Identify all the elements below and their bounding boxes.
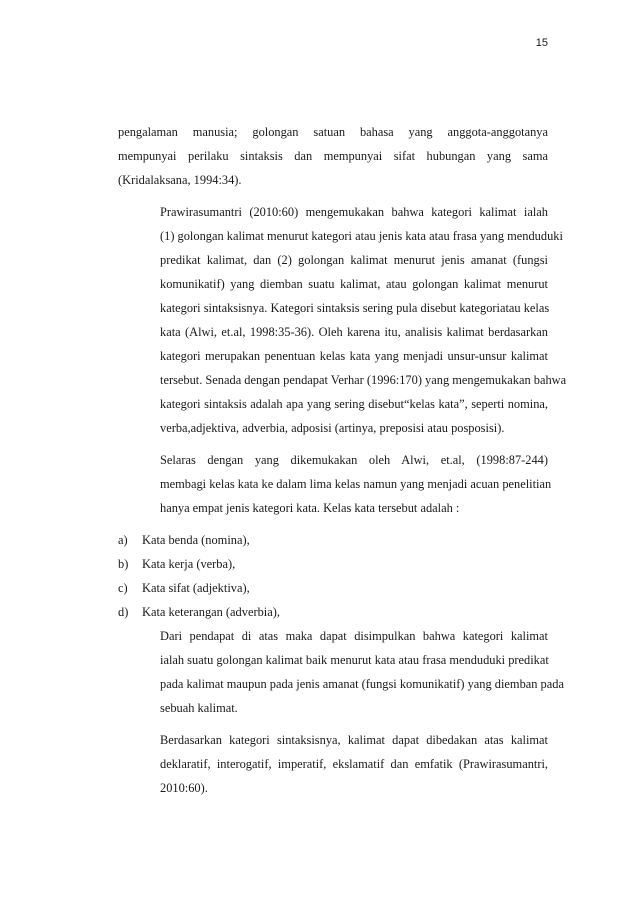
list-item bbox=[118, 552, 548, 576]
list-marker: b) bbox=[118, 557, 129, 571]
text-line: (Kridalaksana, 1994:34). bbox=[118, 173, 242, 187]
text-line: 2010:60). bbox=[160, 781, 208, 795]
word-class-list bbox=[118, 528, 548, 624]
text-line: Prawirasumantri (2010:60) mengemukakan bahwa kategori kalimat ialah bbox=[160, 205, 548, 219]
text-line: tersebut. Senada dengan pendapat Verhar (1996:170) yang mengemukakan bahwa bbox=[160, 373, 567, 387]
text-line: Dari pendapat di atas maka dapat disimpulkan bahwa kategori kalimat bbox=[160, 629, 548, 643]
list-marker: c) bbox=[118, 581, 128, 595]
list-marker: a) bbox=[118, 533, 128, 547]
text-line: kategori merupakan penentuan kelas kata yang menjadi unsur-unsur kalimat bbox=[160, 349, 548, 363]
list-item-text: Kata keterangan (adverbia), bbox=[142, 605, 280, 619]
text-line: kategori sintaksisnya. Kategori sintaksis sering pula disebut kategoriatau kelas bbox=[160, 301, 550, 315]
text-line: deklaratif, interogatif, imperatif, ekslamatif dan emfatik (Prawirasumantri, bbox=[160, 757, 548, 771]
text-line: pengalaman manusia; golongan satuan bahasa yang anggota-anggotanya bbox=[118, 125, 548, 139]
text-line: pada kalimat maupun pada jenis amanat (fungsi komunikatif) yang diemban pada bbox=[160, 677, 564, 691]
text-line: predikat kalimat, dan (2) golongan kalimat menurut jenis amanat (fungsi bbox=[160, 253, 548, 267]
text-line: hanya empat jenis kategori kata. Kelas kata tersebut adalah : bbox=[160, 501, 460, 515]
list-marker: d) bbox=[118, 605, 129, 619]
text-line: kata (Alwi, et.al, 1998:35-36). Oleh karena itu, analisis kalimat berdasarkan bbox=[160, 325, 548, 339]
text-line: membagi kelas kata ke dalam lima kelas namun yang menjadi acuan penelitian bbox=[160, 477, 552, 491]
page-number: 15 bbox=[535, 37, 548, 49]
text-line: mempunyai perilaku sintaksis dan mempunyai sifat hubungan yang sama bbox=[118, 149, 548, 163]
text-line: sebuah kalimat. bbox=[160, 701, 238, 715]
text-line: Selaras dengan yang dikemukakan oleh Alwi, et.al, (1998:87-244) bbox=[160, 453, 548, 467]
text-line: (1) golongan kalimat menurut kategori atau jenis kata atau frasa yang menduduki bbox=[160, 229, 563, 243]
list-item-text: Kata kerja (verba), bbox=[142, 557, 236, 571]
paragraph-conclusion bbox=[118, 624, 564, 720]
list-item bbox=[118, 528, 548, 552]
paragraph-definition bbox=[118, 120, 548, 192]
list-item bbox=[118, 576, 548, 600]
paragraph-prawirasumantri bbox=[118, 200, 567, 440]
text-line: Berdasarkan kategori sintaksisnya, kalimat dapat dibedakan atas kalimat bbox=[160, 733, 548, 747]
document-body bbox=[118, 120, 567, 800]
text-line: verba,adjektiva, adverbia, adposisi (artinya, preposisi atau posposisi). bbox=[160, 421, 505, 435]
text-line: ialah suatu golongan kalimat baik menurut kata atau frasa menduduki predikat bbox=[160, 653, 549, 667]
list-item-text: Kata sifat (adjektiva), bbox=[142, 581, 250, 595]
paragraph-sentence-types bbox=[118, 728, 548, 800]
paragraph-selaras bbox=[118, 448, 552, 520]
text-line: komunikatif) yang diemban suatu kalimat, atau golongan kalimat menurut bbox=[160, 277, 548, 291]
text-line: kategori sintaksis adalah apa yang sering disebut“kelas kata”, seperti nomina, bbox=[160, 397, 548, 411]
list-item-text: Kata benda (nomina), bbox=[142, 533, 250, 547]
list-item bbox=[118, 600, 548, 624]
